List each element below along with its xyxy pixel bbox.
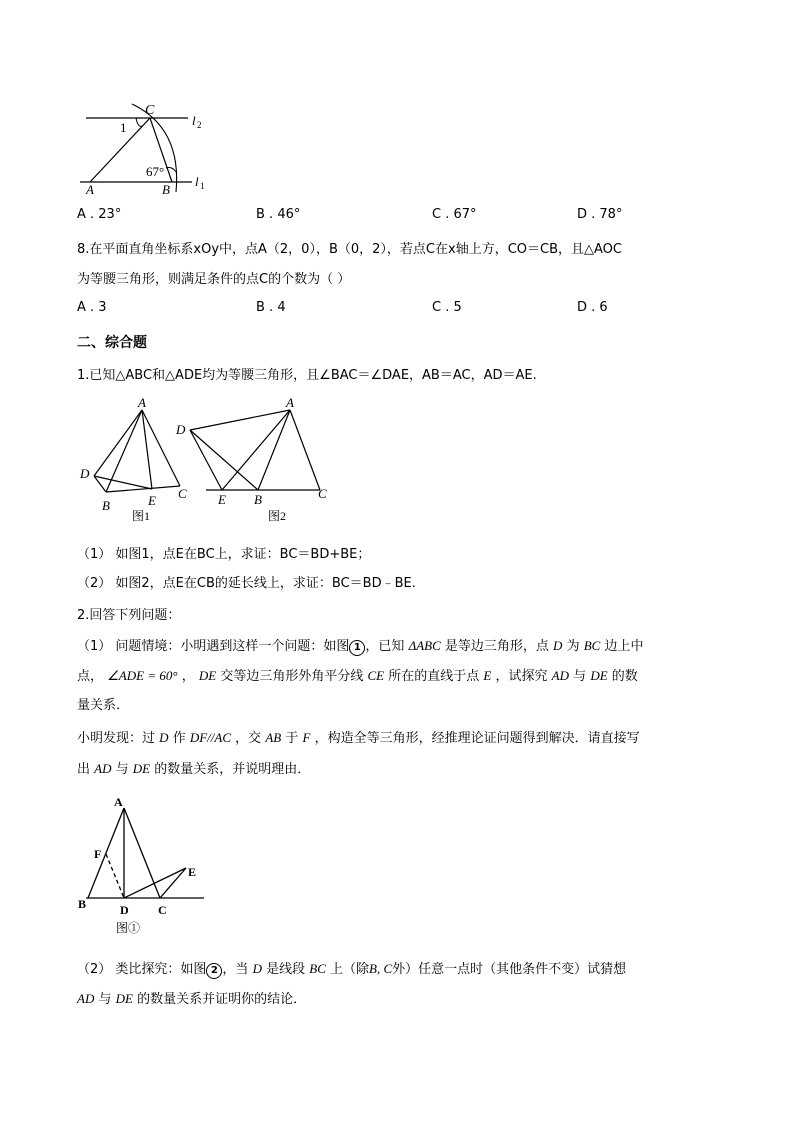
p2-discovery-line1: 小明发现：过 D 作 DF//AC ，交 AB 于 F ，构造全等三角形，经推理论证问题得到解决．请直接写 [77,730,640,746]
fig3-label-f: F [94,847,102,861]
fig2-label-d: D [176,422,186,437]
circled-number-1: 1 [349,640,365,656]
q8-option-c: C . 5 [432,300,462,315]
p2-sub2-line1: （2） 类比探究：如图 2 ，当 D 是线段 BC 上（除B, C外）任意一点时（其他条件不变）试猜想 [77,961,627,977]
q8-option-d: D . 6 [577,300,608,315]
p2-figure-1 [76,792,216,940]
p2-sub1-line2: 点， ∠ADE = 60° ， DE 交等边三角形外角平分线 CE 所在的直线于点 E ，试探究 AD 与 DE 的数 [77,668,638,684]
label-c: C [145,103,155,118]
label-a: A [86,182,94,197]
label-b: B [162,182,170,197]
fig3-label-b: B [78,897,87,911]
fig3-label-d: D [120,903,129,917]
p2-stem: 2.回答下列问题： [77,608,181,623]
fig1-label-b: B [102,498,110,513]
p1-sub1: （1） 如图1，点E在BC上，求证：BC＝BD+BE； [77,547,371,562]
q8-option-b: B . 4 [256,300,286,315]
p2-discovery-line2: 出 AD 与 DE 的数量关系，并说明理由． [77,761,311,777]
q8-stem-line2: 为等腰三角形，则满足条件的点C的个数为（ ） [77,272,351,287]
q8-stem-line1: 8.在平面直角坐标系xOy中，点A（2，0），B（0，2），若点C在x轴上方，CO＝CB，且△AOC [77,242,622,257]
q7-option-c: C . 67° [432,207,477,222]
p1-figure-2 [172,394,342,524]
q7-option-b: B . 46° [256,207,301,222]
circled-number-2: 2 [206,963,222,979]
p1-sub2: （2） 如图2，点E在CB的延长线上，求证：BC＝BD﹣BE. [77,576,416,591]
p1-stem: 1.已知△ABC和△ADE均为等腰三角形，且∠BAC＝∠DAE，AB＝AC，AD＝AE. [77,368,537,383]
p2-sub1-line1: （1） 问题情境：小明遇到这样一个问题：如图 1 ，已知 ΔABC 是等边三角形，点 D 为 BC 边上中 [77,638,644,654]
fig3-label-a: A [114,795,123,809]
angle-1-arc [136,118,142,126]
fig1-label-e: E [148,493,156,508]
label-l1-sub: 1 [200,181,205,191]
fig3-caption: 图① [116,921,141,935]
label-1: 1 [120,120,127,135]
fig3-label-e: E [188,865,197,879]
label-67: 67° [146,164,165,179]
fig2-caption: 图2 [268,509,287,523]
label-l1: l [195,174,199,189]
q7-figure [76,98,216,200]
fig2-label-e: E [218,492,226,507]
fig1-label-d: D [80,466,90,481]
fig2-label-a: A [286,395,294,410]
label-l2: l [192,113,196,128]
p2-sub2-line2: AD 与 DE 的数量关系并证明你的结论． [77,991,307,1007]
fig2-label-c: C [318,486,327,501]
fig2-label-b: B [254,492,262,507]
fig1-caption: 图1 [132,509,151,523]
fig1-label-a: A [138,395,146,410]
fig3-label-c: C [158,903,167,917]
q7-option-a: A . 23° [77,207,122,222]
label-l2-sub: 2 [197,120,202,130]
section-heading: 二、综合题 [77,335,147,351]
q7-option-d: D . 78° [577,207,623,222]
p2-sub1-line3: 量关系． [77,698,130,713]
fig1-label-c: C [178,486,187,501]
q8-option-a: A . 3 [77,300,107,315]
